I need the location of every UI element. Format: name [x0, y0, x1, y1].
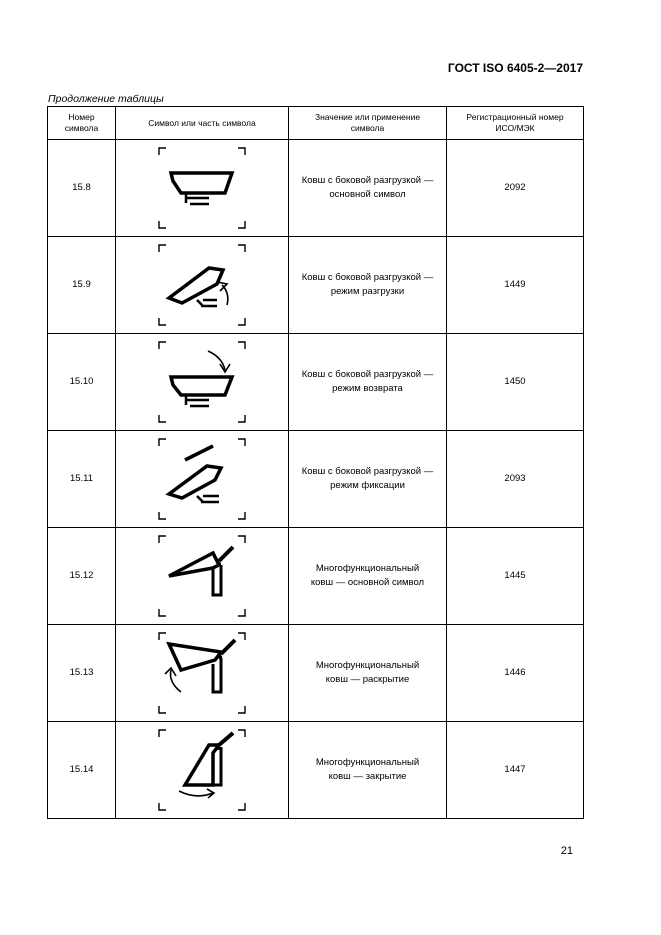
symbol-number: 15.9 — [48, 237, 116, 334]
table-row — [48, 237, 584, 334]
symbol-meaning: Ковш с боковой разгрузкой — режим возврата — [289, 334, 447, 431]
registration-number: 2092 — [447, 140, 584, 237]
symbol-cell — [116, 237, 289, 334]
page-number: 21 — [560, 845, 573, 857]
symbol-meaning: Ковш с боковой разгрузкой — режим фиксации — [289, 431, 447, 528]
symbol-number: 15.12 — [48, 528, 116, 625]
symbol-meaning: Ковш с боковой разгрузкой — основной символ — [289, 140, 447, 237]
header-registration: Регистрационный номер ИСО/МЭК — [447, 107, 584, 140]
symbol-number: 15.8 — [48, 140, 116, 237]
symbol-cell — [116, 334, 289, 431]
symbol-cell — [116, 140, 289, 237]
symbol-number: 15.13 — [48, 625, 116, 722]
symbol-number: 15.14 — [48, 722, 116, 819]
registration-number: 1446 — [447, 625, 584, 722]
registration-number: 1449 — [447, 237, 584, 334]
side-dump-bucket-basic-icon — [157, 145, 247, 231]
registration-number: 1445 — [447, 528, 584, 625]
registration-number: 1450 — [447, 334, 584, 431]
table-row — [48, 722, 584, 819]
header-meaning: Значение или применение символа — [289, 107, 447, 140]
side-dump-bucket-lock-icon — [157, 436, 247, 522]
table-row — [48, 140, 584, 237]
symbol-cell — [116, 528, 289, 625]
document-code: ГОСТ ISO 6405-2—2017 — [447, 61, 583, 75]
symbol-cell — [116, 722, 289, 819]
symbol-meaning: Многофункциональный ковш — закрытие — [289, 722, 447, 819]
registration-number: 1447 — [447, 722, 584, 819]
multi-purpose-bucket-open-icon — [157, 630, 247, 716]
table-row — [48, 431, 584, 528]
symbol-table — [47, 106, 584, 819]
symbol-meaning: Ковш с боковой разгрузкой — режим разгрузки — [289, 237, 447, 334]
side-dump-bucket-return-icon — [157, 339, 247, 425]
header-symbol-number: Номер символа — [48, 107, 116, 140]
table-row — [48, 528, 584, 625]
table-caption: Продолжение таблицы — [48, 93, 164, 105]
table-row — [48, 334, 584, 431]
symbol-number: 15.10 — [48, 334, 116, 431]
symbol-cell — [116, 431, 289, 528]
multi-purpose-bucket-close-icon — [157, 727, 247, 813]
table-row — [48, 625, 584, 722]
table-header-row — [48, 107, 584, 140]
header-symbol: Символ или часть символа — [116, 107, 289, 140]
symbol-meaning: Многофункциональный ковш — основной символ — [289, 528, 447, 625]
symbol-meaning: Многофункциональный ковш — раскрытие — [289, 625, 447, 722]
multi-purpose-bucket-basic-icon — [157, 533, 247, 619]
side-dump-bucket-dump-icon — [157, 242, 247, 328]
registration-number: 2093 — [447, 431, 584, 528]
symbol-cell — [116, 625, 289, 722]
symbol-number: 15.11 — [48, 431, 116, 528]
